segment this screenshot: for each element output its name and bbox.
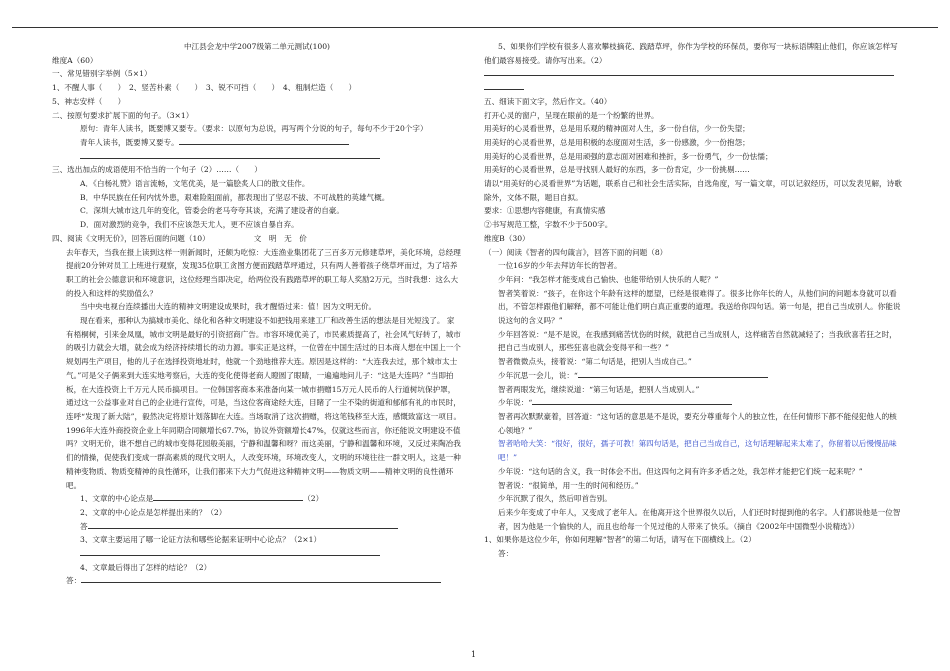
page-number: 1 bbox=[471, 650, 477, 659]
story-line-11: 少年说：“这句话的含义，我一时体会不出。但这四句之间有许多矛盾之处，我怎样才能把它们统一起来呢？” bbox=[498, 466, 863, 476]
para-2: 当中央电视台连续播出大连的精神文明建设成果时，我才醒悟过来：值！因为文明无价。 bbox=[80, 302, 377, 312]
story-line-2: 少年问：“我怎样才能变成自己愉快、也能带给别人快乐的人呢？” bbox=[498, 274, 719, 284]
requirement-1: 要求：①思想内容健康，有真情实感 bbox=[484, 206, 606, 216]
question-1: 1、文章的中心论点是 （2） bbox=[80, 494, 324, 504]
story-line-12: 智者说：“很简单，用一生的时间和经历。” bbox=[498, 480, 639, 490]
dimension-b: 维度B（30） bbox=[484, 233, 530, 243]
question-5: 5、如果你们学校有很多人喜欢攀枝摘花、践踏草坪，你作为学校的环保员，要你写一块标语牌阻止他们，你应该怎样写他们最容易接受。请你写出来。（2） bbox=[484, 42, 898, 65]
answer-line-3 bbox=[52, 547, 462, 561]
reading-answer: 答： bbox=[498, 549, 514, 559]
answer-line-4: 答： bbox=[52, 574, 462, 588]
story-line-8: 少年说：“ bbox=[484, 396, 904, 410]
story-line-7: 智者两眼发光，继续说道：“第三句话是，把别人当成别人。” bbox=[498, 384, 700, 394]
story-line-6: 少年沉思一会儿，说：“ bbox=[484, 369, 904, 383]
reading-question-1: 1、如果你是这位少年，你如何理解“智者”的第二句话，请写在下面横线上。（2） bbox=[484, 535, 756, 545]
para-1: 去年春天，当我在报上读到这样一则新闻时，还颇为吃惊：大连渔业集团花了三百多万元修建草坪，美化环境，总经理提前20分钟对员工上班进行观察，发现35位职工贪图方便而践踏草坪通过，只有两人善着孩子绕草坪而过，为了培养职工的社会公德意识和环境意识，这位经理当即决定，给两位没有践踏草坪的职工每人奖励2万元，当时我想：这么大的投入和这样的奖励值么？ bbox=[66, 247, 461, 298]
left-column bbox=[52, 40, 462, 588]
story-line-5: 智者微微点头，接着说：“第二句话是，把别人当成自己。” bbox=[498, 357, 692, 367]
dimension-a: 维度A（60） bbox=[52, 55, 98, 65]
question-3: 3、文章主要运用了哪一论证方法和哪些论据来证明中心论点？（2×1） bbox=[80, 535, 322, 545]
writing-line-3: 用美好的心灵看世界，总是用积极的态度面对生活，多一份感激，少一份抱怨； bbox=[484, 137, 750, 147]
section1-heading: 一、常见错别字举例（5×1） bbox=[52, 69, 152, 79]
section1-line2: 5、神志安样（ ） bbox=[52, 96, 126, 106]
section2-answer-line: 青年人读书，既要博又要专。 bbox=[52, 136, 462, 150]
writing-line-1: 打开心灵的窗户，呈现在眼前的是一个纷繁的世界。 bbox=[484, 110, 659, 120]
story-line-9: 智者再次默默豪着，回答道：“这句话的意思是不是说，要充分尊重每个人的独立性，在任何情形下都不能侵犯他人的核心领地？” bbox=[498, 411, 897, 435]
section3-heading: 三、选出加点的成语使用不恰当的一个句子（2）……（ ） bbox=[52, 165, 262, 175]
section5-heading: 五、细读下面文字，然后作文。（40） bbox=[484, 96, 612, 106]
writing-line-5: 用美好的心灵看世界，总是寻找别人最好的东西，多一份肯定，少一份挑剔…… bbox=[484, 165, 750, 175]
section1-line1: 1、不醒人事（ ） 2、竖苦朴素（ ） 3、锐不可挡（ ） 4、粗制烂造（ ） bbox=[52, 83, 357, 93]
essay-title: 文 明 无 价 bbox=[253, 233, 307, 243]
top-rule bbox=[12, 27, 938, 28]
story-line-3: 智者笑着说：“孩子，在你这个年龄有这样的愿望，已经是很难得了。很多比你年长的人，从他们问的问题本身就可以看出，不管怎样跟他们解释，都不可能让他们明白真正重要的道理。我送给你四句话。第一句是，把自己当成别人。你能说说这句的含义吗？” bbox=[498, 288, 901, 326]
para-3: 现在看来，那种认为搞城市美化、绿化和各种文明建设不如把钱用来建工厂和改善生活的想法是目光短浅了。 家有梧桐树，引来金凤凰，城市文明是最好的引资招商广告。市容环境优美了，市民素质提高了，社会风气好转了，城市的吸引力就会大增，就会成为经济持续增长的动力源。事实正是这样，一位曾在中国生活过的日本商人想在中国上一个规划再生产项目，他的儿子在选择投资地址时，他就一个劲地推荐大连。原因是这样的：“大连我去过，那个城市太士气。”可是父子俩来到大连实地考察后，大连的变化使得老商人瞪圆了眼睛，一遍遍地问儿子：“这是大连吗？”当即拍板，在大连投资上千万元人民币搞项目。一位韩国客商本来准备向某一城市捐赠15万元人民币的人行道树坑保护罩，通过这一公益事业对自己的企业进行宣传，可是，当这位客商途经大连，目睹了一尘不染的街道和郁郁有礼的市民时，连呼“发现了新大陆”，毅然决定将原计划落脚在大连。当场取消了这次捐赠，将这笔钱移至大连，感慨致富这一项目。1996年大连外商投资企业上年同期合同额增长67.7%，协议外资额增长47%，仅就这些而言，你还能说文明建设不值吗？文明无价，谁不想自己的城市变得花园般美丽，宁静和温馨和呀？而这美丽，宁静和温馨和环境，又反过来陶冶我们的情操，促使我们变成一群高素质的现代文明人，人改变环境，环境改变人，文明的环境往往一群文明人，这是一种精神变物质、物质变精神的良性循环，让我们都来下大力气促进这种精神文明——物质文明——精神文明的良性循环吧。 bbox=[66, 316, 462, 490]
section2-original: 原句：青年人读书，既要博又要专。（要求：以原句为总说，再写两个分说的句子，每句不少于20个字） bbox=[80, 124, 428, 134]
option-d: D．面对激烈的竞争，我们不应该怨天尤人，更不应该自暴自弃。 bbox=[80, 220, 299, 230]
writing-line-2: 用美好的心灵看世界，总是用乐观的精神面对人生，多一份自信，少一份失望； bbox=[484, 124, 750, 134]
story-line-13: 少年沉默了很久，然后叩首告别。 bbox=[498, 494, 612, 504]
writing-prompt: 请以“用美好的心灵看世界”为话题，联系自己和社会生活实际，自选角度，写一篇文章，可以记叙经历，可以发表见解，诗歌除外，文体不限，题目自拟。 bbox=[484, 179, 902, 202]
writing-line-4: 用美好的心灵看世界，总是用顽强的意志面对困难和挫折，多一份勇气，少一份怯懦； bbox=[484, 151, 773, 161]
question-4: 4、文章最后得出了怎样的结论？（2） bbox=[80, 562, 212, 572]
story-line-1: 一位16岁的少年去拜访年长的智者。 bbox=[498, 261, 622, 271]
section2-heading: 二、按原句要求扩展下面的句子。（3×1） bbox=[52, 110, 194, 120]
reading-heading: （一）阅读《智者的四句箴言》，回答下面的问题（8） bbox=[484, 247, 668, 257]
section4-heading: 四、阅读《文明无价》，回答后面的问题（10） 文 明 无 价 bbox=[52, 233, 307, 243]
answer-line-2: 答 bbox=[52, 520, 462, 534]
question-2: 2、文章的中心论点是怎样提出来的？（2） bbox=[80, 507, 227, 517]
right-column bbox=[484, 40, 904, 561]
story-line-14: 后来少年变成了中年人，又变成了老年人。在他离开这个世界很久以后，人们还时时提到他的名字。人们都说他是一位智者，因为他是一个愉快的人，而且也给每一个见过他的人带来了快乐。（摘自《2002年中国微型小说精选》） bbox=[498, 507, 901, 531]
exam-title: 中江县会龙中学2007级第二单元测试(100) bbox=[183, 42, 331, 51]
story-line-4: 少年回答说：“是不是说，在我感到痛苦忧伤的时候，就把自己当成别人，这样痛苦自然就减轻了；当我欣喜若狂之时，把自己当成别人，那些狂喜也就会变得平和一些？” bbox=[498, 329, 897, 353]
answer-line-5 bbox=[484, 67, 904, 81]
story-line-10-highlighted: 智者哈哈大笑：“很好，很好，孺子可教！第四句话是，把自己当成自己，这句话理解起来太难了，你留着以后慢慢品味吧！” bbox=[498, 439, 897, 463]
option-a: A．《白杨礼赞》语言流畅，文笔优美，是一篇脍炙人口的散文佳作。 bbox=[80, 179, 310, 189]
requirement-2: ②书写规范工整，字数不少于500字。 bbox=[484, 220, 613, 230]
option-c: C．深圳大城市这几年的变化，管委会的老马夸夸其谈，充满了建设者的自豪。 bbox=[80, 206, 344, 216]
option-b: B．中华民族在任何内忧外患，艰难险阻面前，都表现出了坚忍不拔、不可战胜的英雄气概。 bbox=[80, 192, 390, 202]
